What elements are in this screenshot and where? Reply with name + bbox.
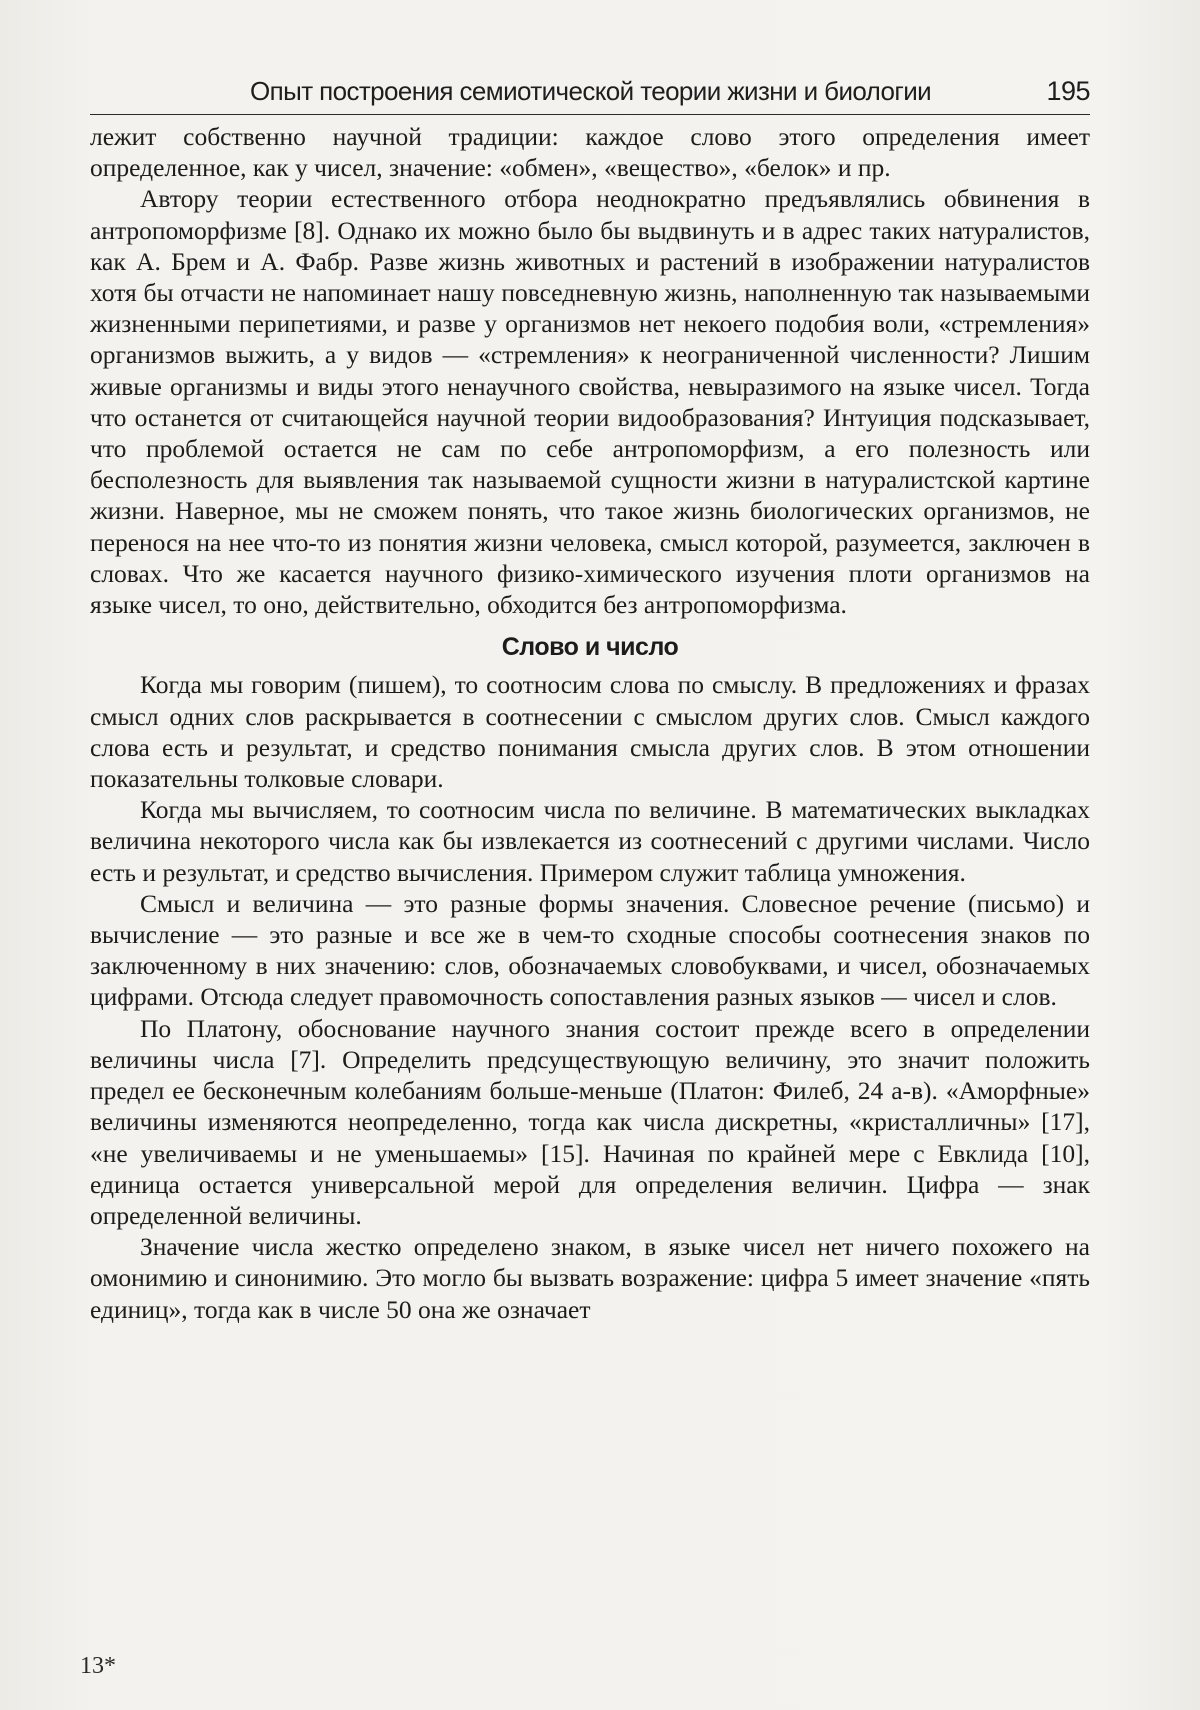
- paragraph: лежит собственно научной традиции: каждое слово этого определения имеет определенное, как у чисел, значение: «обмен», «вещество», «белок» и пр.: [90, 122, 1090, 183]
- paragraph: Значение числа жестко определено знаком, в языке чисел нет ничего похожего на омонимию и синонимию. Это могло бы вызвать возражение: цифра 5 имеет значение «пять единиц», тогда как в числе 50 она же означает: [90, 1232, 1090, 1324]
- body-text: [90, 121, 1090, 1325]
- paragraph: Когда мы говорим (пишем), то соотносим слова по смыслу. В предложениях и фразах смысл одних слов раскрывается в соотнесении с смыслом других слов. Смысл каждого слова есть и результат, и средство понимания смысла других слов. В этом отношении показательны толковые словари.: [90, 670, 1090, 794]
- running-title: Опыт построения семиотической теории жизни и биологии: [250, 76, 932, 106]
- paragraph: Автору теории естественного отбора неоднократно предъявлялись обвинения в антропоморфизме [8]. Однако их можно было бы выдвинуть и в адрес таких натуралистов, как А. Брем и А. Фабр. Разве жизнь животных и растений в изображении натуралистов хотя бы отчасти не напоминает нашу повседневную жизнь, наполненную так называемыми жизненными перипетиями, и разве у организмов нет некоего подобия воли, «стремления» организмов выжить, а у видов — «стремления» к неограниченной численности? Лишим живые организмы и виды этого ненаучного свойства, невыразимого на языке чисел. Тогда что останется от считающейся научной теории видообразования? Интуиция подсказывает, что проблемой остается не сам по себе антропоморфизм, а его полезность или бесполезность для выявления так называемой сущности жизни в натуралистской картине жизни. Наверное, мы не сможем понять, что такое жизнь биологических организмов, не перенося на нее что-то из понятия жизни человека, смысл которой, разумеется, заключен в словах. Что же касается научного физико-химического изучения плоти организмов на языке чисел, то оно, действительно, обходится без антропоморфизма.: [90, 184, 1090, 620]
- running-header: [90, 76, 1090, 115]
- signature-mark: 13*: [80, 1653, 116, 1679]
- paragraph: Когда мы вычисляем, то соотносим числа по величине. В математических выкладках величина некоторого числа как бы извлекается из соотнесений с другими числами. Число есть и результат, и средство вычисления. Примером служит таблица умножения.: [90, 795, 1090, 887]
- paragraph: По Платону, обоснование научного знания состоит прежде всего в определении величины числа [7]. Определить предсуществующую величину, это значит положить предел ее бесконечным колебаниям больше-меньше (Платон: Филеб, 24 а-в). «Аморфные» величины изменяются неопределенно, тогда как числа дискретны, «кристалличны» [17], «не увеличиваемы и не уменьшаемы» [15]. Начиная по крайней мере с Евклида [10], единица остается универсальной мерой для определения величин. Цифра — знак определенной величины.: [90, 1013, 1090, 1230]
- paragraph: Смысл и величина — это разные формы значения. Словесное речение (письмо) и вычисление — это разные и все же в чем-то сходные способы соотнесения знаков по заключенному в них значению: слов, обозначаемых словобуквами, и чисел, обозначаемых цифрами. Отсюда следует правомочность сопоставления разных языков — чисел и слов.: [90, 888, 1090, 1012]
- page-number: 195: [1046, 76, 1090, 106]
- section-heading: Слово и число: [501, 633, 679, 662]
